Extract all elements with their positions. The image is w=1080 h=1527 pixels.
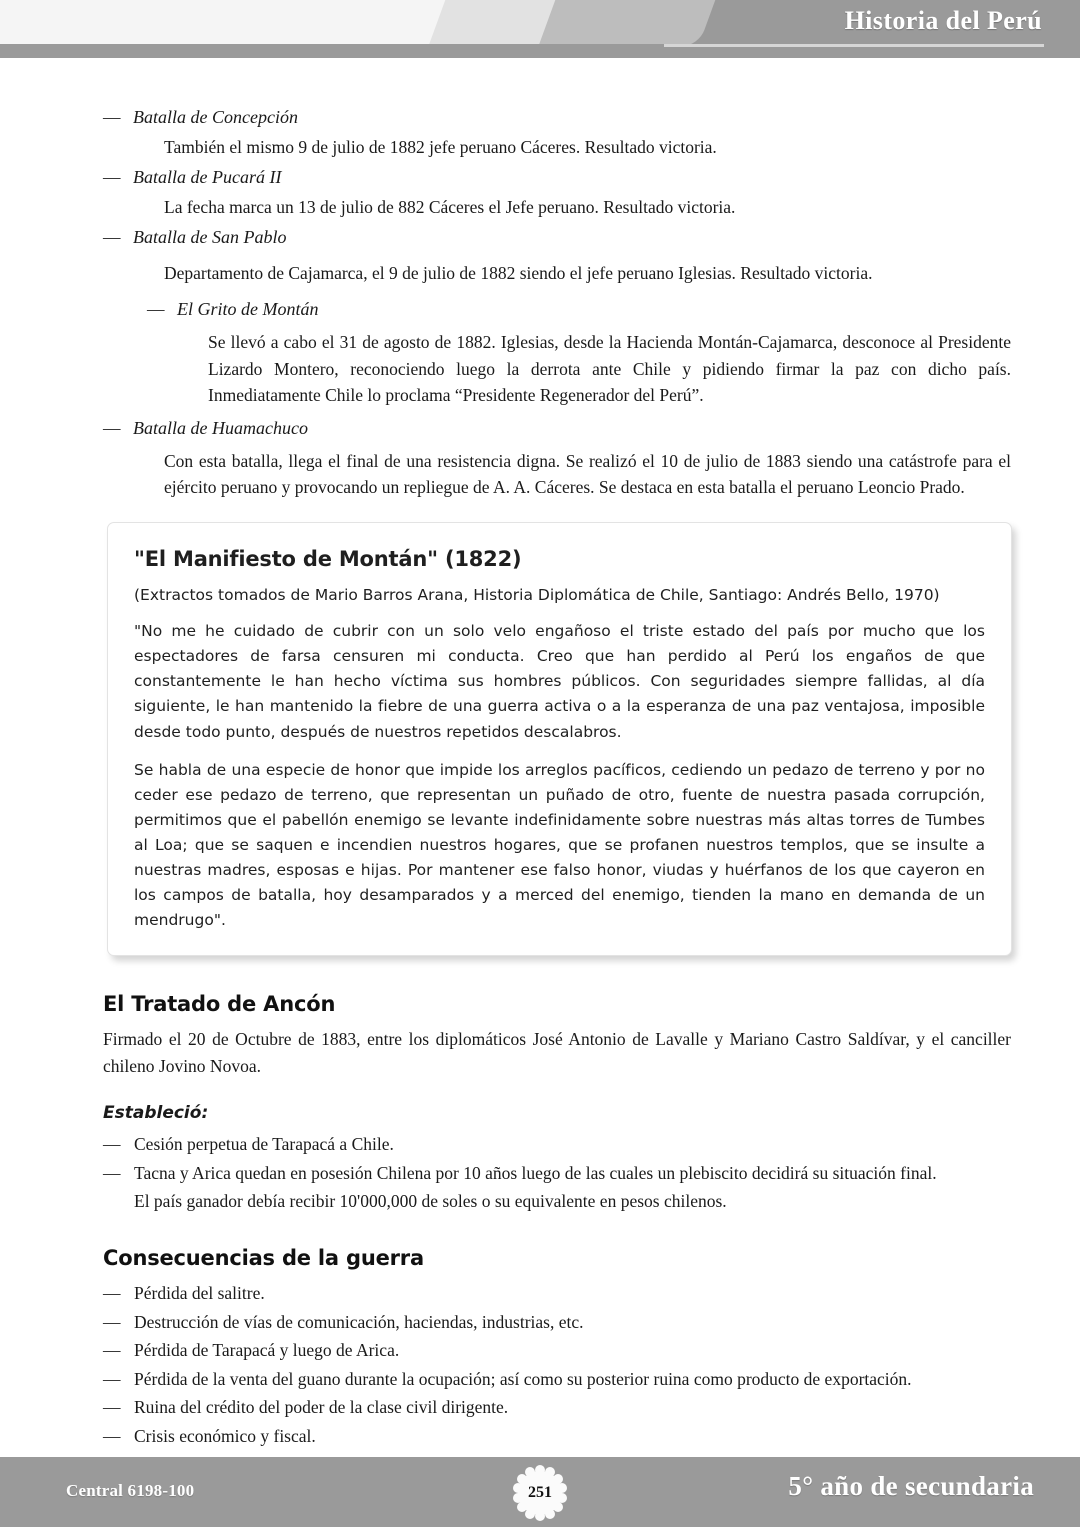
consecuencia-text: Crisis económico y fiscal. — [134, 1426, 316, 1447]
dash-bullet-icon: — — [103, 1311, 121, 1332]
dash-bullet-icon: — — [103, 227, 121, 248]
tratado-item-row — [103, 1131, 1011, 1159]
page-number: 251 — [528, 1484, 552, 1501]
list-item-nested — [147, 296, 1011, 408]
dash-bullet-icon: — — [103, 1397, 121, 1418]
sub-battle-term: El Grito de Montán — [177, 299, 319, 320]
sub-battle-term-row — [147, 296, 1011, 324]
dash-bullet-icon: — — [103, 1133, 121, 1154]
tratado-item-continuation: El país ganador debía recibir 10'000,000 de soles o su equivalente en pesos chilenos. — [134, 1191, 727, 1212]
page-header — [0, 0, 1080, 58]
list-item — [103, 104, 1011, 160]
sub-battle-description: Se llevó a cabo el 31 de agosto de 1882. Iglesias, desde la Hacienda Montán-Cajamarca, desconoce al Presidente Lizardo Montero, reconociendo luego la derrota ante Chile y pidiendo firmar la paz con dicho país. Inmediatamente Chile lo proclama “Presidente Regenerador del Perú”. — [208, 332, 1011, 405]
manifesto-paragraph-1: "No me he cuidado de cubrir con un solo velo engañoso el triste estado del país por mucho que los espectadores de farsa censuren mi conducta. Creo que han perdido al Perú los engaños de que constantemente le han hecho víctima sus hombres públicos. Con seguridades siempre fallidas, al día siguiente, le han mantenido la fiebre de una guerra activa o a la esperanza de una paz ventajosa, imposible desde todo punto, después de nuestros repetidos descalabros. — [134, 622, 985, 741]
dash-bullet-icon: — — [103, 107, 121, 127]
consecuencia-text: Destrucción de vías de comunicación, haciendas, industrias, etc. — [134, 1311, 584, 1332]
footer-contact: Central 6198-100 — [66, 1481, 195, 1500]
dash-bullet-icon: — — [103, 1340, 121, 1361]
page-content — [103, 104, 1011, 1480]
dash-bullet-icon: — — [103, 167, 121, 188]
consecuencia-text: Ruina del crédito del poder de la clase civil dirigente. — [134, 1397, 509, 1418]
tratado-item-row — [103, 1160, 1011, 1188]
battle-term: Batalla de Concepción — [133, 107, 298, 127]
battle-term: Batalla de Pucará II — [133, 167, 282, 188]
consecuencia-text: Pérdida del salitre. — [134, 1282, 265, 1303]
section-heading-consecuencias: Consecuencias de la guerra — [103, 1245, 424, 1270]
manifesto-source: (Extractos tomados de Mario Barros Arana, Historia Diplomática de Chile, Santiago: Andrés Bello, 1970) — [134, 586, 940, 605]
list-item — [103, 415, 1011, 500]
list-item — [103, 1280, 1011, 1308]
list-item — [103, 1309, 1011, 1337]
battle-term-row — [103, 164, 1011, 192]
tratado-items-list — [103, 1131, 1011, 1216]
battle-term: Batalla de San Pablo — [133, 227, 287, 248]
consecuencias-list — [103, 1280, 1011, 1479]
manifesto-box-wrapper — [107, 522, 1012, 956]
list-item — [103, 1423, 1011, 1451]
dash-bullet-icon: — — [103, 1162, 121, 1183]
dash-bullet-icon: — — [103, 418, 121, 439]
battle-term-row — [103, 415, 1011, 443]
battles-list — [103, 104, 1011, 500]
page-footer — [0, 1457, 1080, 1527]
list-item — [103, 1394, 1011, 1422]
consecuencia-text: Pérdida de Tarapacá y luego de Arica. — [134, 1340, 400, 1361]
tratado-item-text: Cesión perpetua de Tarapacá a Chile. — [134, 1133, 394, 1154]
battle-description: Con esta batalla, llega el final de una resistencia digna. Se realizó el 10 de julio de 1883 siendo una catástrofe para el ejército peruano y provocando un repliegue de A. A. Cáceres. Se destaca en esta batalla el peruano Leoncio Prado. — [164, 450, 1011, 498]
list-item — [103, 1160, 1011, 1216]
consecuencia-text: Pérdida de la venta del guano durante la ocupación; así como su posterior ruina como producto de exportación. — [134, 1368, 912, 1389]
page-number-badge — [512, 1464, 568, 1522]
manifesto-title: "El Manifiesto de Montán" (1822) — [134, 547, 522, 572]
list-item — [103, 224, 1011, 286]
battle-description: La fecha marca un 13 de julio de 882 Cáceres el Jefe peruano. Resultado victoria. — [164, 197, 736, 218]
battle-term-row — [103, 104, 1011, 132]
header-band-mid — [539, 0, 718, 46]
list-item — [103, 1337, 1011, 1365]
header-underline-rule — [664, 44, 1044, 47]
list-item — [103, 1131, 1011, 1159]
battle-term: Batalla de Huamachuco — [133, 418, 308, 439]
dash-bullet-icon: — — [103, 1368, 121, 1389]
subheading-establecio: Estableció: — [103, 1102, 209, 1123]
battle-description: Departamento de Cajamarca, el 9 de julio de 1882 siendo el jefe peruano Iglesias. Resultado victoria. — [164, 263, 873, 284]
manifesto-callout-box — [107, 522, 1012, 956]
header-band-white — [0, 0, 459, 46]
dash-bullet-icon: — — [103, 1282, 121, 1303]
tratado-paragraph: Firmado el 20 de Octubre de 1883, entre los diplomáticos José Antonio de Lavalle y Mariano Castro Saldívar, y el canciller chileno Jovino Novoa. — [103, 1029, 1011, 1076]
battle-term-row — [103, 224, 1011, 252]
header-title: Historia del Perú — [844, 6, 1042, 35]
dash-bullet-icon: — — [147, 299, 165, 320]
battle-description: También el mismo 9 de julio de 1882 jefe peruano Cáceres. Resultado victoria. — [164, 136, 717, 157]
tratado-item-text: Tacna y Arica quedan en posesión Chilena por 10 años luego de las cuales un plebiscito decidirá su situación final. — [134, 1162, 937, 1183]
page-sheet — [0, 58, 1080, 1447]
manifesto-paragraph-2: Se habla de una especie de honor que impide los arreglos pacíficos, cediendo un pedazo de terreno y por no ceder ese pedazo de terreno, que representan un puñado de otro, fuente de nuestra pasada corrupción, permitimos que el pabellón enemigo se levante indefinidamente sobre nuestras más altas torres de Tumbes al Loa; que se saquen e incendien nuestros hogares, que se profanen nuestros templos, que se insulte a nuestras madres, esposas e hijas. Por mantener ese falso honor, viudas y huérfanos de los que cayeron en los campos de batalla, hoy desamparados y a merced del enemigo, tienden la mano en demanda de un mendrugo". — [134, 760, 985, 930]
footer-grade-label: 5° año de secundaria — [788, 1471, 1034, 1501]
list-item — [103, 1366, 1011, 1394]
dash-bullet-icon: — — [103, 1426, 121, 1447]
list-item — [103, 164, 1011, 220]
section-heading-tratado: El Tratado de Ancón — [103, 992, 336, 1017]
